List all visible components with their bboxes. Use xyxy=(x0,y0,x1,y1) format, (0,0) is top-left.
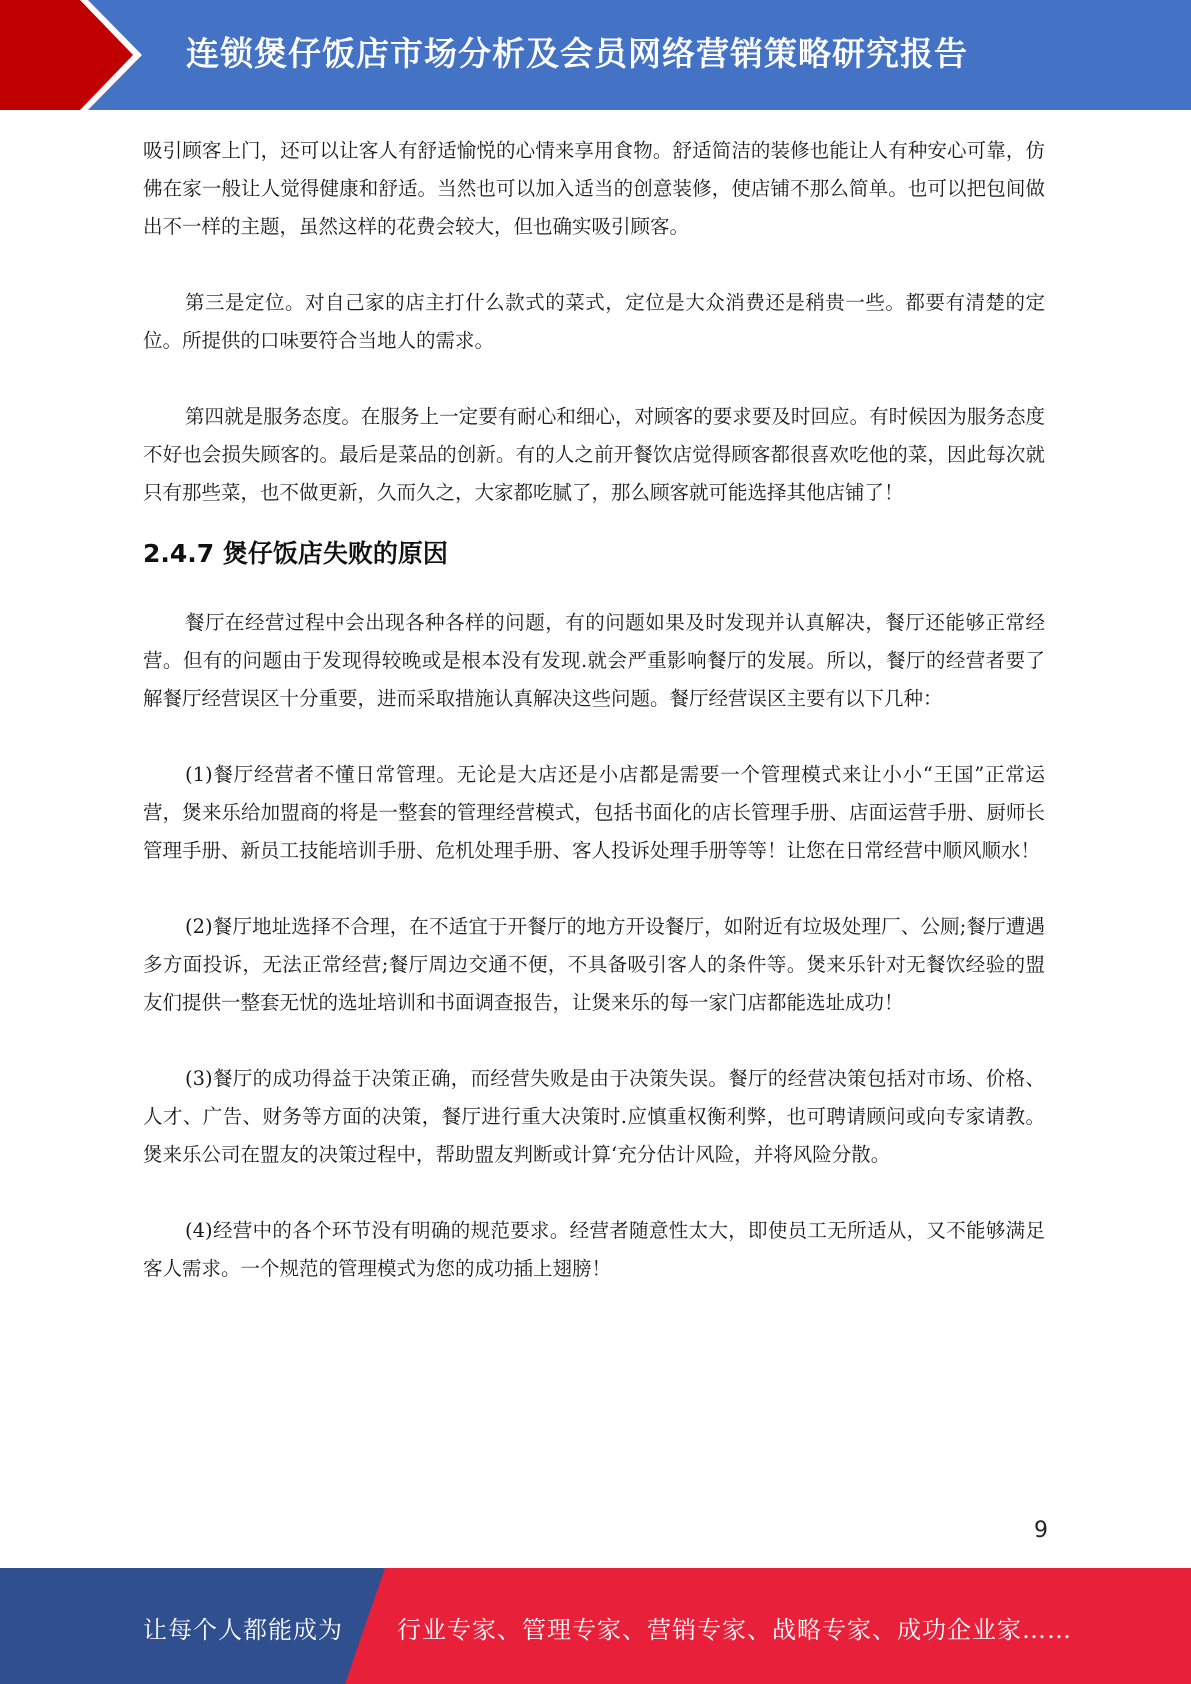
page-content xyxy=(143,132,1045,1288)
paragraph-failure-2: (2)餐厅地址选择不合理，在不适宜于开餐厅的地方开设餐厅，如附近有垃圾处理厂、公厕;餐厅遭遇多方面投诉，无法正常经营;餐厅周边交通不便，不具备吸引客人的条件等。煲来乐针对无餐饮经验的盟友们提供一整套无忧的选址培训和书面调查报告，让煲来乐的每一家门店都能选址成功！ xyxy=(143,915,1045,1014)
footer-slogan-right: 行业专家、管理专家、营销专家、战略专家、成功企业家…… xyxy=(397,1616,1072,1644)
paragraph-decoration: 吸引顾客上门，还可以让客人有舒适愉悦的心情来享用食物。舒适简洁的装修也能让人有种安心可靠，仿佛在家一般让人觉得健康和舒适。当然也可以加入适当的创意装修，使店铺不那么简单。也可以把包间做出不一样的主题，虽然这样的花费会较大，但也确实吸引顾客。 xyxy=(143,139,1045,238)
paragraph-service-attitude: 第四就是服务态度。在服务上一定要有耐心和细心，对顾客的要求要及时回应。有时候因为服务态度不好也会损失顾客的。最后是菜品的创新。有的人之前开餐饮店觉得顾客都很喜欢吃他的菜，因此每次就只有那些菜，也不做更新，久而久之，大家都吃腻了，那么顾客就可能选择其他店铺了！ xyxy=(143,405,1045,504)
paragraph-positioning: 第三是定位。对自己家的店主打什么款式的菜式，定位是大众消费还是稍贵一些。都要有清楚的定位。所提供的口味要符合当地人的需求。 xyxy=(143,291,1045,352)
document-title: 连锁煲仔饭店市场分析及会员网络营销策略研究报告 xyxy=(186,34,968,73)
page-header xyxy=(0,0,1191,110)
paragraph-failure-intro: 餐厅在经营过程中会出现各种各样的问题，有的问题如果及时发现并认真解决，餐厅还能够正常经营。但有的问题由于发现得较晚或是根本没有发现.就会严重影响餐厅的发展。所以，餐厅的经营者要了解餐厅经营误区十分重要，进而采取措施认真解决这些问题。餐厅经营误区主要有以下几种： xyxy=(143,611,1045,710)
page-number: 9 xyxy=(1034,1518,1048,1543)
paragraph-failure-1: (1)餐厅经营者不懂日常管理。无论是大店还是小店都是需要一个管理模式来让小小“王国”正常运营，煲来乐给加盟商的将是一整套的管理经营模式，包括书面化的店长管理手册、店面运营手册、厨师长管理手册、新员工技能培训手册、危机处理手册、客人投诉处理手册等等！让您在日常经营中顺风顺水！ xyxy=(143,763,1045,862)
paragraph-failure-3: (3)餐厅的成功得益于决策正确，而经营失败是由于决策失误。餐厅的经营决策包括对市场、价格、人才、广告、财务等方面的决策，餐厅进行重大决策时.应慎重权衡利弊，也可聘请顾问或向专家请教。煲来乐公司在盟友的决策过程中，帮助盟友判断或计算‘充分估计风险，并将风险分散。 xyxy=(143,1067,1045,1166)
paragraph-failure-4: (4)经营中的各个环节没有明确的规范要求。经营者随意性太大，即使员工无所适从，又不能够满足客人需求。一个规范的管理模式为您的成功插上翅膀！ xyxy=(143,1219,1045,1280)
page-footer xyxy=(0,1568,1191,1684)
section-heading: 2.4.7 煲仔饭店失败的原因 xyxy=(143,539,448,568)
footer-slogan-left: 让每个人都能成为 xyxy=(143,1616,343,1644)
